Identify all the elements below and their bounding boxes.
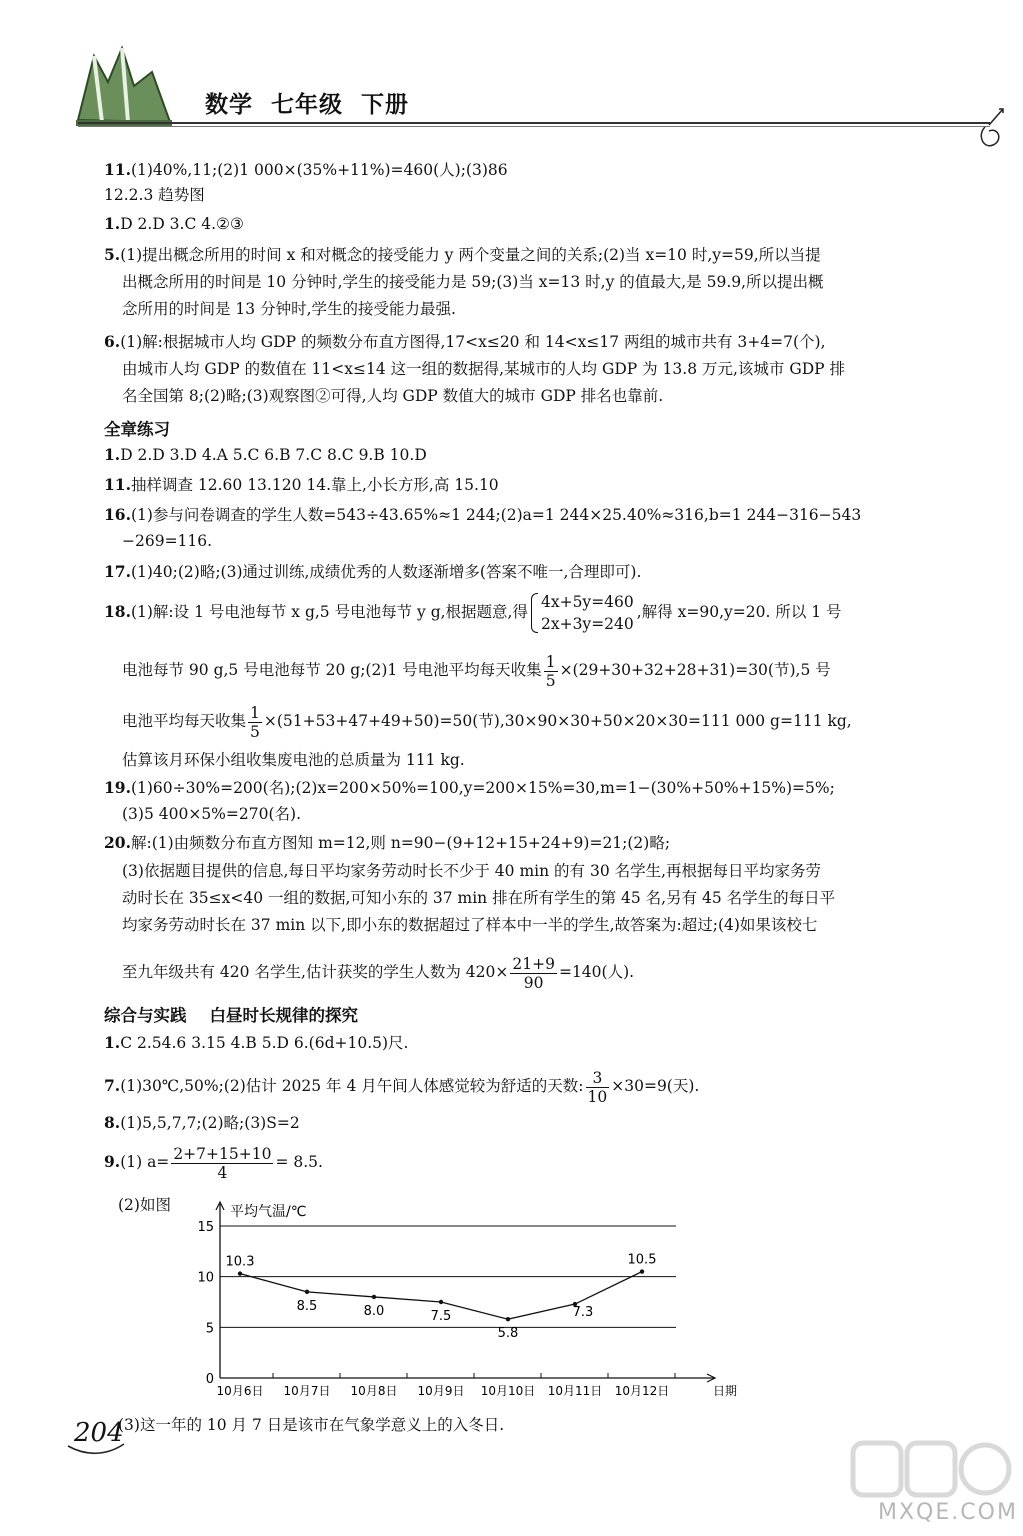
section-chapter-practice: 全章练习 [104, 420, 170, 439]
answer-q19-line1: 19.(1)60÷30%=200(名);(2)x=200×50%=100,y=200×15%=30,m=1−(30%+50%+15%)=5%; [104, 778, 835, 797]
answer-q11: 11.(1)40%,11;(2)1 000×(35%+11%)=460(人);(3)86 [104, 160, 508, 179]
data-point [305, 1290, 309, 1294]
swirl-ornament-icon [975, 105, 1009, 155]
answer-q6-line1: 6.(1)解:根据城市人均 GDP 的频数分布直方图得,17<x≤20 和 14<x≤17 两组的城市共有 3+4=7(个), [104, 332, 826, 351]
y-tick-label: 0 [205, 1372, 214, 1387]
fraction-p9: $\frac{2+7+15+10}{4}$ [173, 1144, 272, 1182]
x-tick-label: 10月12日 [614, 1384, 670, 1398]
header-title: 数学 七年级 下册 [205, 92, 410, 118]
y-tick-label: 10 [197, 1270, 214, 1286]
data-label: 8.5 [296, 1298, 318, 1314]
answer-q19-line2: (3)5 400×5%=270(名). [122, 805, 301, 823]
answer-q20-line1: 20.解:(1)由频数分布直方图知 m=12,则 n=90−(9+12+15+24+9)=21;(2)略; [104, 833, 671, 852]
fraction-one-fifth: $\frac{1}{5}$ [545, 652, 556, 690]
data-point [506, 1317, 510, 1321]
data-label: 7.3 [572, 1305, 594, 1321]
fraction-p7: $\frac{3}{10}$ [587, 1068, 608, 1106]
equation-system: 4x+5y=460 2x+3y=240 [531, 591, 634, 635]
answer-q20-line2: (3)依据题目提供的信息,每日平均家务劳动时长不少于 40 min 的有 30 名学生,再根据每日平均家务劳 [122, 862, 822, 880]
fraction-one-fifth-2: $\frac{1}{5}$ [250, 703, 260, 741]
data-label: 5.8 [497, 1326, 519, 1342]
data-label: 7.5 [430, 1309, 452, 1324]
answer-q18-line3: 电池平均每天收集 $\frac{1}{5}$ ×(51+53+47+49+50)=50(节),30×90×30+50×20×30=111 000 g=111 kg, [122, 703, 852, 741]
answer-q20-line4: 均家务劳动时长在 37 min 以下,即小东的数据超过了样本中一半的学生,故答案为:超过;(4)如果该校七 [122, 916, 818, 934]
answer-q17: 17.(1)40;(2)略;(3)通过训练,成绩优秀的人数逐渐增多(答案不唯一,合理即可). [104, 562, 642, 581]
answer-mc1: 1.D 2.D 3.C 4.②③ [104, 214, 244, 233]
data-label: 10.5 [627, 1252, 657, 1268]
answer-q5-line1: 5.(1)提出概念所用的时间 x 和对概念的接受能力 y 两个变量之间的关系;(2)当 x=10 时,y=59,所以当提 [104, 245, 821, 264]
x-tick-label: 10月11日 [547, 1384, 603, 1398]
answer-q5-line2: 出概念所用的时间是 10 分钟时,学生的接受能力是 59;(3)当 x=13 时,y 的值最大,是 59.9,所以提出概 [122, 273, 824, 291]
answer-p9-line2: (2)如图 [118, 1196, 171, 1214]
section-integrated-practice: 综合与实践 白昼时长规律的探究 [104, 1006, 358, 1025]
data-point [238, 1271, 242, 1275]
header-rule-thin [78, 126, 990, 127]
answer-q5-line3: 念所用的时间是 13 分钟时,学生的接受能力最强. [122, 300, 456, 318]
y-tick-label: 15 [197, 1220, 214, 1235]
x-tick-label: 10月6日 [216, 1384, 264, 1398]
answer-q16-line2: −269=116. [122, 532, 213, 550]
answer-mc2: 1.D 2.D 3.D 4.A 5.C 6.B 7.C 8.C 9.B 10.D [104, 445, 427, 464]
book-logo-icon [74, 42, 174, 128]
answer-q16-line1: 16.(1)参与问卷调查的学生人数=543÷43.65%≈1 244;(2)a=1 244×25.40%≈316,b=1 244−316−543 [104, 505, 862, 524]
watermark-text: MXQE.COM [878, 1500, 1018, 1525]
answer-p9-line1: 9.(1) a= $\frac{2+7+15+10}{4}$ = 8.5. [104, 1144, 323, 1182]
data-label: 8.0 [363, 1303, 385, 1319]
x-tick-label: 10月7日 [283, 1384, 331, 1398]
answer-q6-line2: 由城市人均 GDP 的数值在 11<x≤14 这一组的数据得,某城市的人均 GDP 为 13.8 万元,该城市 GDP 排 [122, 360, 846, 378]
data-point [439, 1300, 443, 1304]
answer-q18-line1: 18.(1)解:设 1 号电池每节 x g,5 号电池每节 y g,根据题意,得 4x+5y=460 2x+3y=240 ,解得 x=90,y=20. 所以 1 号 [104, 593, 842, 633]
data-label: 10.3 [225, 1254, 255, 1270]
header-rule [78, 122, 990, 124]
answer-p1: 1.C 2.54.6 3.15 4.B 5.D 6.(6d+10.5)尺. [104, 1033, 409, 1052]
fraction-q20: $\frac{21+9}{90}$ [512, 954, 555, 992]
data-point [640, 1269, 644, 1273]
answer-q18-line2: 电池每节 90 g,5 号电池每节 20 g;(2)1 号电池平均每天收集 $\frac{1}{5}$ ×(29+30+32+28+31)=30(节),5 号 [122, 652, 831, 690]
section-12-2-3: 12.2.3 趋势图 [104, 186, 205, 204]
y-tick-label: 5 [205, 1321, 214, 1337]
x-axis-label: 日期 [712, 1384, 738, 1398]
answer-p9-line3: (3)这一年的 10 月 7 日是该市在气象学意义上的入冬日. [118, 1416, 505, 1434]
data-point [372, 1295, 376, 1299]
answer-q20-line3: 动时长在 35≤x<40 一组的数据,可知小东的 37 min 排在所有学生的第 45 名,另有 45 名学生的每日平 [122, 889, 836, 907]
x-tick-label: 10月9日 [417, 1384, 465, 1398]
answer-q20-line5: 至九年级共有 420 名学生,估计获奖的学生人数为 420× $\frac{21+9}{90}$ =140(人). [122, 954, 635, 992]
x-tick-label: 10月10日 [480, 1384, 536, 1398]
page-number-swoosh-icon [66, 1442, 126, 1456]
answer-fill: 11.抽样调查 12.60 13.120 14.靠上,小长方形,高 15.10 [104, 475, 499, 494]
answer-q6-line3: 名全国第 8;(2)略;(3)观察图②可得,人均 GDP 数值大的城市 GDP 排名也靠前. [122, 387, 664, 405]
page-number: 204 [74, 1418, 124, 1448]
y-axis-label: 平均气温/℃ [230, 1204, 307, 1220]
answer-p8: 8.(1)5,5,7,7;(2)略;(3)S=2 [104, 1113, 300, 1132]
temperature-line-chart [190, 1190, 750, 1408]
x-tick-label: 10月8日 [350, 1384, 398, 1398]
answer-p7: 7.(1)30℃,50%;(2)估计 2025 年 4 月午间人体感觉较为舒适的天数: $\frac{3}{10}$ ×30=9(天). [104, 1068, 700, 1106]
answer-q18-line4: 估算该月环保小组收集废电池的总质量为 111 kg. [122, 751, 465, 769]
